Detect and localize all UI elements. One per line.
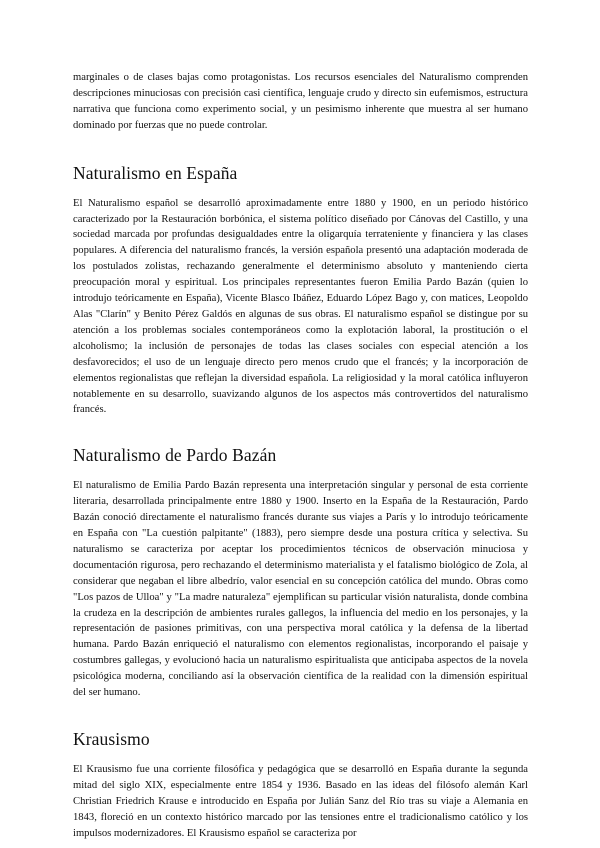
paragraph-naturalismo-pardo-bazan: El naturalismo de Emilia Pardo Bazán representa una interpretación singular y personal de esta corriente literaria, desarrollada principalmente entre 1880 y 1900. Inserto en la España de la Restauración, Pardo Bazán conoció directamente el naturalismo francés durante sus viajes a París y lo introdujo teóricamente en España con "La cuestión palpitante" (1883), pero siempre desde una postura crítica y selectiva. Su naturalismo se caracteriza por aceptar los procedimientos técnicos de observación minuciosa y documentación rigurosa, pero rechazando el determinismo materialista y el fatalismo biológico de Zola, al considerar que negaban el libre albedrío, valor esencial en su concepción católica del mundo. Obras como "Los pazos de Ulloa" y "La madre naturaleza" ejemplifican su particular visión naturalista, donde combina la crudeza en la descripción de ambientes rurales gallegos, la influencia del medio en los personajes, y la representación de pasiones primitivas, con una perspectiva moral católica y la defensa de la libertad humana. Pardo Bazán enriqueció el naturalismo con elementos regionalistas, incorporando el paisaje y costumbres gallegas, y evolucionó hacia un naturalismo espiritualista que anticipaba aspectos de la novela psicológica moderna, conciliando así la observación científica de la realidad con la dimensión espiritual del ser humano. bbox=[73, 480, 528, 699]
intro-paragraph: marginales o de clases bajas como protagonistas. Los recursos esenciales del Naturalismo comprenden descripciones minuciosas con precisión casi científica, lenguaje crudo y directo sin eufemismos, estructura narrativa que funciona como experimento social, y un pesimismo inherente que muestra al ser humano dominado por fuerzas que no puede controlar. bbox=[73, 72, 528, 131]
paragraph-naturalismo-espana: El Naturalismo español se desarrolló aproximadamente entre 1880 y 1900, en un periodo histórico caracterizado por la Restauración borbónica, el sistema político diseñado por Cánovas del Castillo, y una sociedad marcada por profundas desigualdades entre la oligarquía terrateniente y financiera y las clases populares. A diferencia del naturalismo francés, la versión española presentó una adaptación moderada de los postulados zolistas, rechazando generalmente el determinismo absoluto y manteniendo cierta preocupación moral y espiritual. Los principales representantes fueron Emilia Pardo Bazán (quien lo introdujo teóricamente en España), Vicente Blasco Ibáñez, Eduardo López Bago y, con matices, Leopoldo Alas "Clarín" y Benito Pérez Galdós en algunas de sus obras. El naturalismo español se distingue por su atención a los problemas sociales contemporáneos como la explotación laboral, la prostitución o el alcoholismo; la inclusión de personajes de todas las clases sociales con especial atención a los desfavorecidos; el uso de un lenguaje directo pero menos crudo que el francés; y la incorporación de elementos regionalistas que reflejan la diversidad española. La religiosidad y la moral católica influyeron notablemente en su desarrollo, suavizando algunos de los aspectos más controvertidos del naturalismo francés. bbox=[73, 197, 528, 416]
heading-naturalismo-espana: Naturalismo en España bbox=[73, 162, 238, 183]
document-page bbox=[73, 70, 528, 842]
heading-naturalismo-pardo-bazan: Naturalismo de Pardo Bazán bbox=[73, 445, 277, 466]
paragraph-krausismo: El Krausismo fue una corriente filosófica y pedagógica que se desarrolló en España durante la segunda mitad del siglo XIX, especialmente entre 1854 y 1936. Basado en las ideas del filósofo alemán Karl Christian Friedrich Krause e introducido en España por Julián Sanz del Río tras su viaje a Alemania en 1843, floreció en un contexto histórico marcado por las tensiones entre el tradicionalismo católico y los impulsos modernizadores. El Krausismo español se caracteriza por bbox=[73, 764, 528, 839]
heading-krausismo: Krausismo bbox=[73, 729, 150, 749]
